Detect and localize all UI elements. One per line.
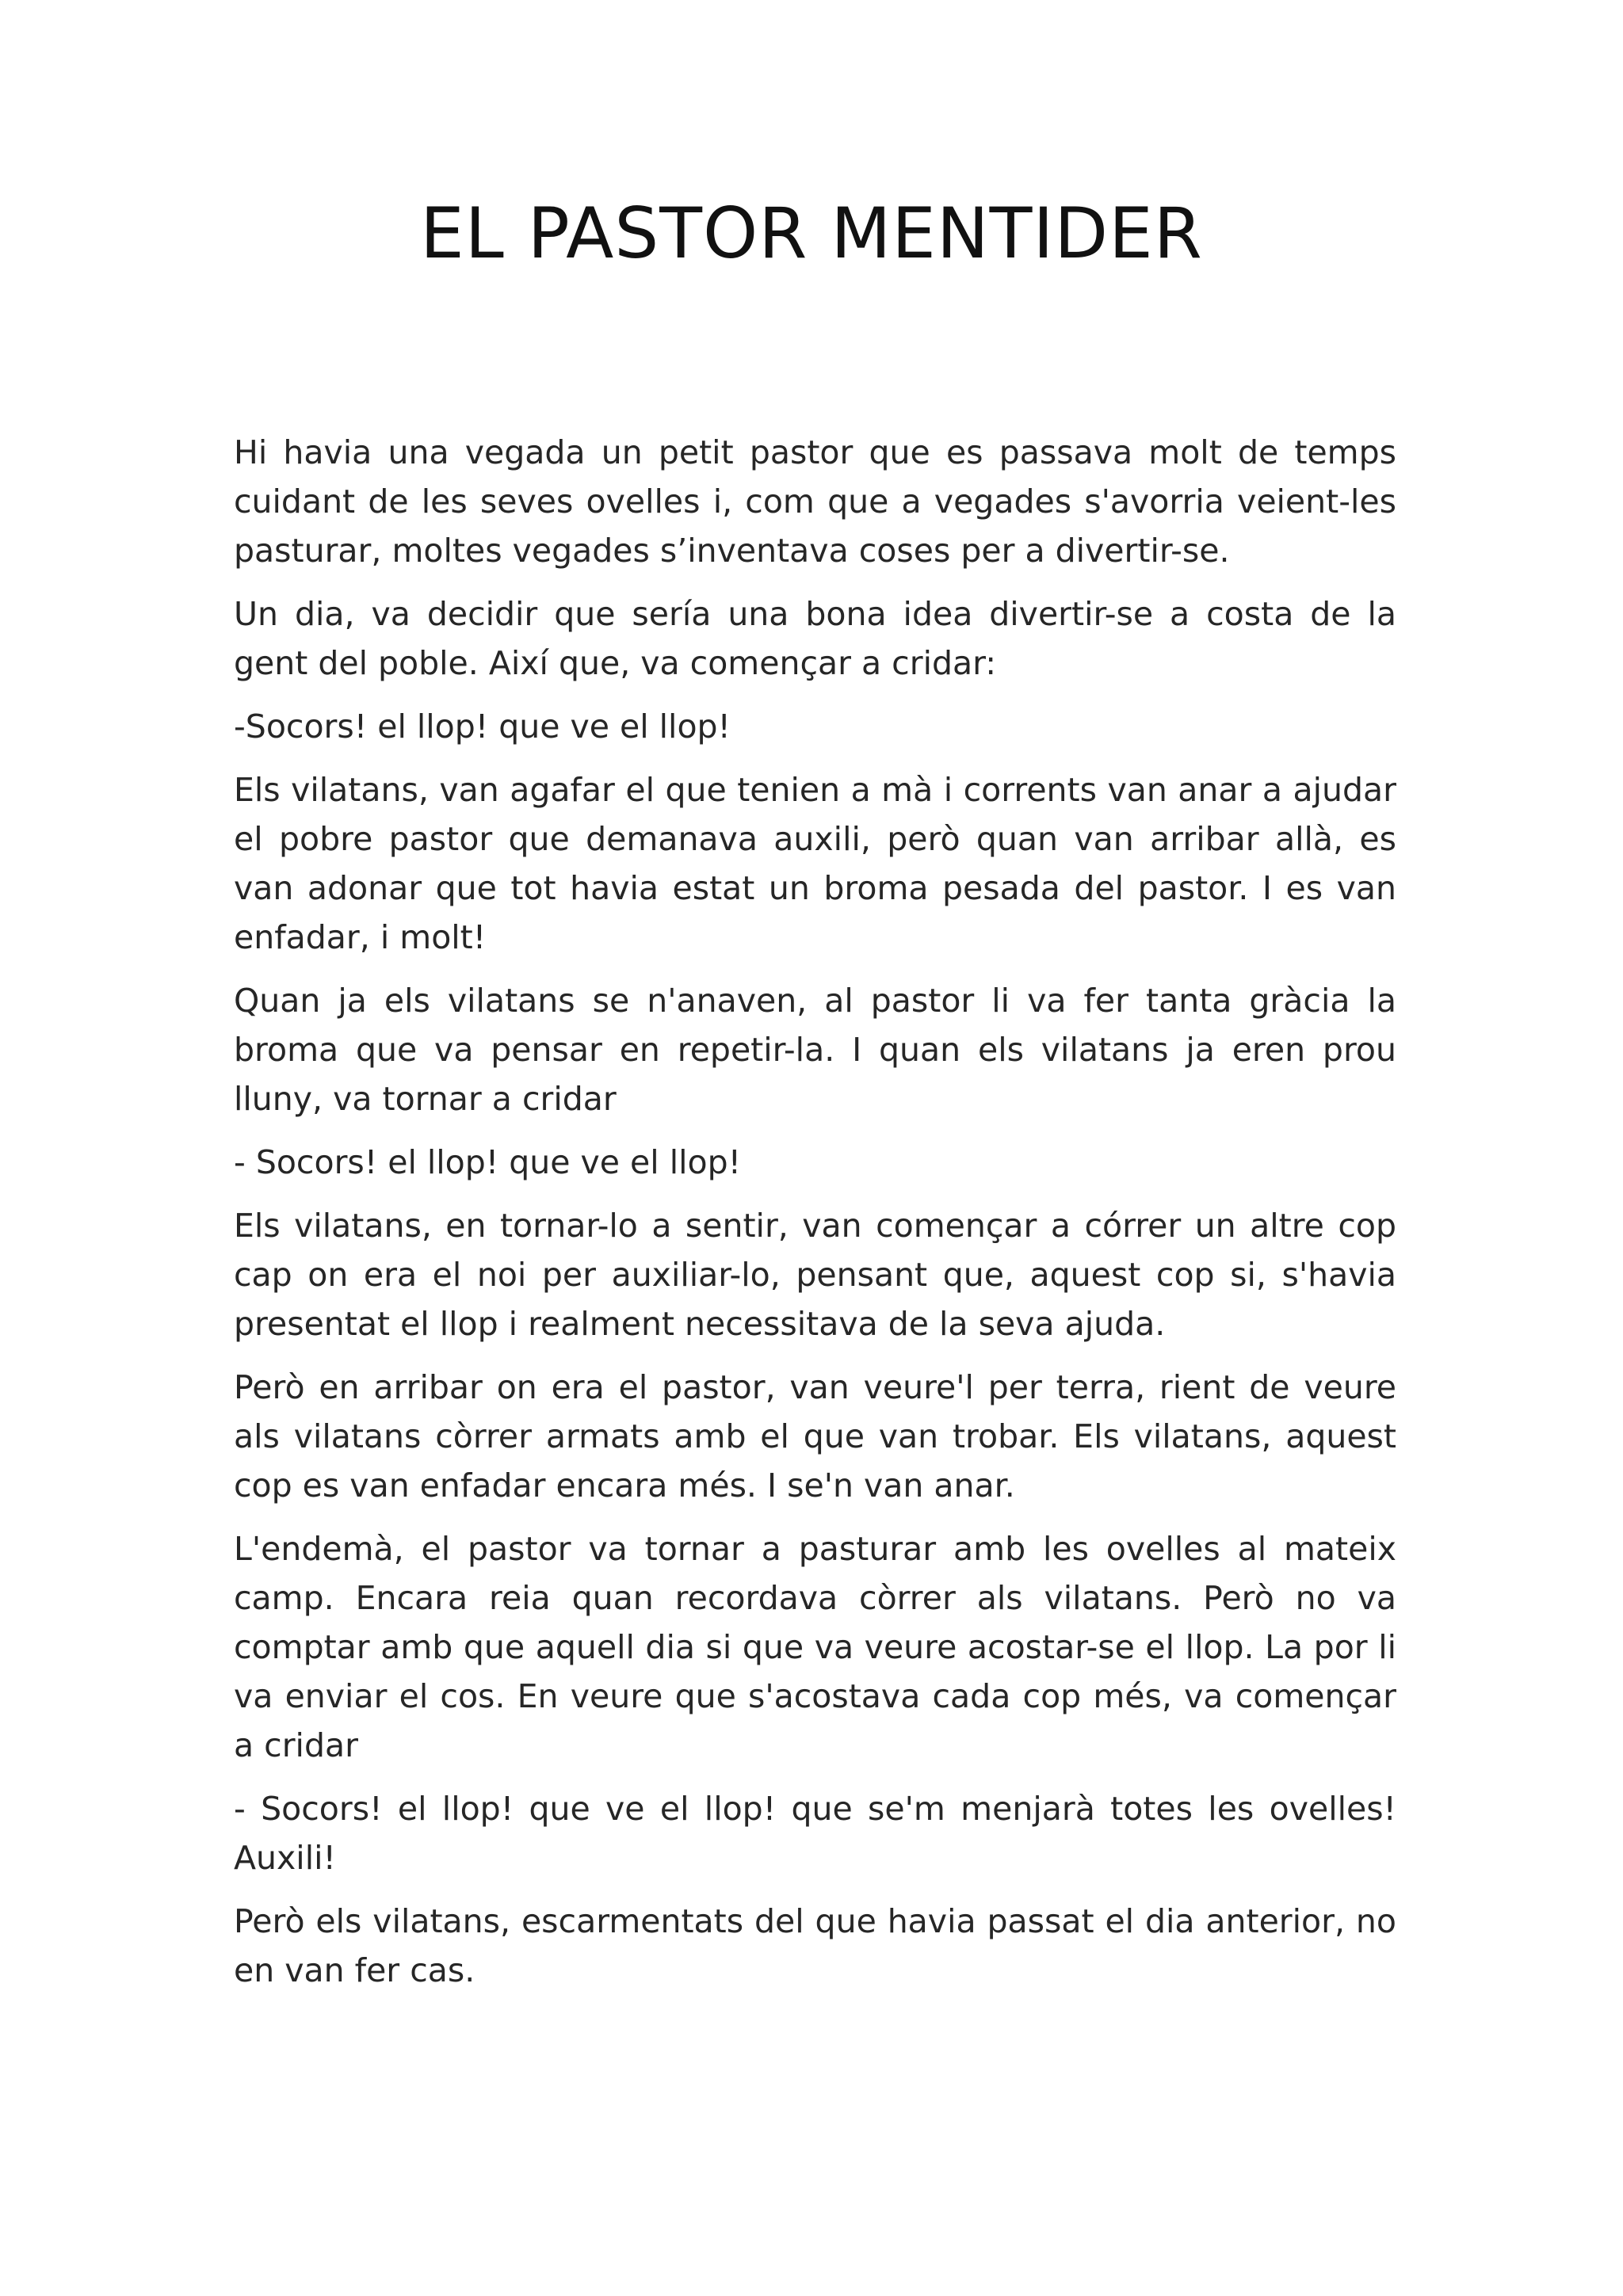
paragraph: Un dia, va decidir que sería una bona idea divertir-se a costa de la gent del poble. Així que, va començar a cridar: [234,595,1396,682]
paragraph: -Socors! el llop! que ve el llop! [234,707,731,746]
paragraph: Els vilatans, en tornar-lo a sentir, van començar a córrer un altre cop cap on era el noi per auxiliar-lo, pensant que, aquest cop si, s'havia presentat el llop i realment necessitava de la seva ajuda. [234,1207,1396,1343]
document-body [234,428,1396,2009]
paragraph: Però en arribar on era el pastor, van veure'l per terra, rient de veure als vilatans còrrer armats amb el que van trobar. Els vilatans, aquest cop es van enfadar encara més. I se'n van anar. [234,1368,1396,1505]
paragraph: Però els vilatans, escarmentats del que havia passat el dia anterior, no en van fer cas. [234,1902,1396,1989]
paragraph: - Socors! el llop! que ve el llop! [234,1143,742,1181]
paragraph: - Socors! el llop! que ve el llop! que se'm menjarà totes les ovelles! Auxili! [234,1790,1396,1877]
document-title: EL PASTOR MENTIDER [420,193,1203,274]
paragraph: Hi havia una vegada un petit pastor que es passava molt de temps cuidant de les seves ovelles i, com que a vegades s'avorria veient-les pasturar, moltes vegades s’inventava coses per a divertir-se. [234,433,1396,570]
paragraph: Quan ja els vilatans se n'anaven, al pastor li va fer tanta gràcia la broma que va pensar en repetir-la. I quan els vilatans ja eren prou lluny, va tornar a cridar [234,982,1396,1118]
paragraph: Els vilatans, van agafar el que tenien a mà i corrents van anar a ajudar el pobre pastor que demanava auxili, però quan van arribar allà, es van adonar que tot havia estat un broma pesada del pastor. I es van enfadar, i molt! [234,771,1396,956]
paragraph: L'endemà, el pastor va tornar a pasturar amb les ovelles al mateix camp. Encara reia quan recordava còrrer als vilatans. Però no va comptar amb que aquell dia si que va veure acostar-se el llop. La por li va enviar el cos. En veure que s'acostava cada cop més, va començar a cridar [234,1530,1396,1764]
